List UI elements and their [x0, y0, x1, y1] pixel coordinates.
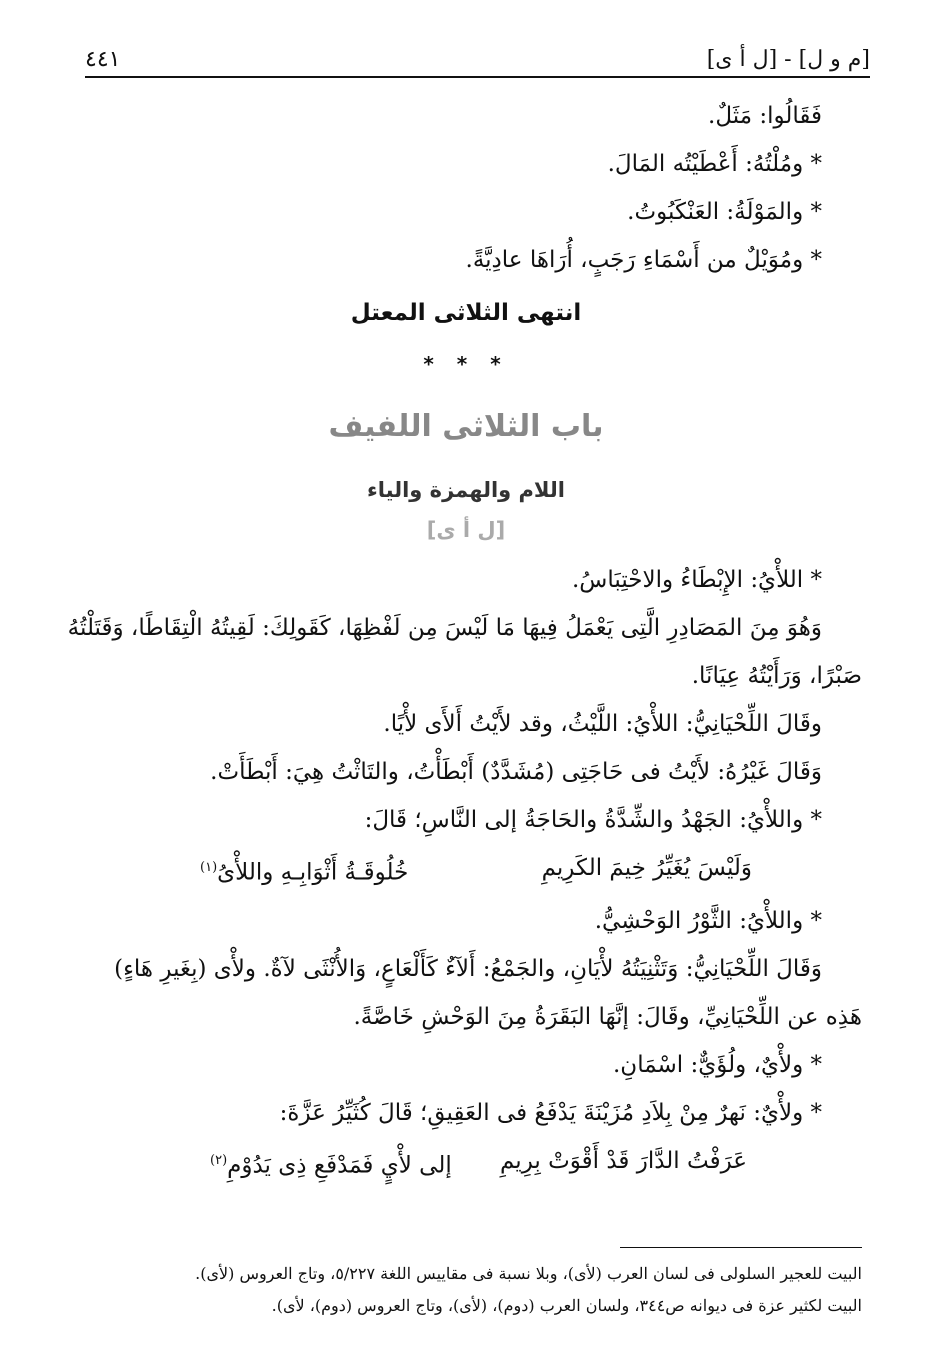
- running-title: [م و ل] - [ل أ ى]: [706, 47, 870, 72]
- entry-line: * ومُلْتُهُ: أَعْطَيْتُه المَالَ.: [607, 151, 822, 177]
- entry-line: * واللأْيُ: الجَهْدُ والشِّدَّةُ والحَاجَةُ إلى النَّاسِ؛ قَالَ:: [364, 807, 822, 833]
- footnotes: [80, 1258, 862, 1322]
- page-body: [67, 92, 862, 1189]
- text-line: فَقَالُوا: مَثَلٌ.: [708, 103, 822, 129]
- paragraph-line: وَقَالَ اللِّحْيَانِيُّ: وَتَثْنِيَتُهُ لأْيَانِ، والجَمْعُ: أَلآءٌ كَأَلْعَاعٍ، وَالأُنْثَى لآةٌ. ولأْى (بِغَيرِ هَاءٍ): [114, 955, 822, 982]
- verse-line: [70, 1137, 862, 1190]
- entry-line: * ولأْيٌ، ولُؤَيٌّ: اسْمَانِ.: [613, 1051, 822, 1078]
- root-heading: [ل أ ى]: [426, 518, 506, 542]
- footnote-marker: (٢): [210, 1152, 228, 1168]
- footnote-2: البيت لكثير عزة فى ديوانه ص٣٤٤، ولسان العرب (دوم)، (لأى)، وتاج العروس (دوم)، لأى).: [271, 1296, 862, 1315]
- separator-stars: * * *: [423, 352, 509, 376]
- page-header: [85, 40, 870, 78]
- verse-hemistich-second: [210, 1137, 452, 1190]
- paragraph-line: صَبْرًا، وَرَأَيْتُهُ عِيَانًا.: [691, 663, 862, 689]
- footnote-divider: [620, 1247, 862, 1248]
- entry-line: * واللأْيُ: الثَّوْرُ الوَحْشِيُّ.: [594, 907, 822, 934]
- entry-line: * ومُوَيْلٌ من أَسْمَاءِ رَجَبٍ، أُرَاهَا عادِيَّةً.: [465, 247, 822, 273]
- verse-hemistich-second: [200, 844, 408, 897]
- verse-hemistich-text: خُلُوقَـةُ أَثْوَابِـهِ واللأْىُ: [217, 859, 409, 886]
- section-heading: اللام والهمزة والياء: [367, 478, 565, 502]
- paragraph-line: وقَالَ اللِّحْيَانِيُّ: اللأْيُ: اللَّيْثُ، وقد لأَيْتُ أَلأَى لأْيًا.: [383, 711, 822, 737]
- entry-line: * والمَوْلَةُ: العَنْكَبُوتُ.: [627, 199, 822, 225]
- entry-line: * ولأْيٌ: نَهرٌ مِنْ بِلاَدِ مُزَيْنَةَ يَدْفَعُ فى العَقِيقِ؛ قَالَ كُثَيِّرُ عَزَّةَ:: [279, 1099, 822, 1126]
- verse-hemistich-first: عَرَفْتُ الدَّارَ قَدْ أَقْوَتْ بِرِيمِ: [500, 1147, 747, 1174]
- paragraph-line: وَقَالَ غَيْرُهُ: لأَيْتُ فى حَاجَتِى (مُشَدَّدٌ) أَبْطَأْتُ، والتَاثْتُ هِيَ: أَبْطَأَتْ.: [210, 759, 822, 785]
- page-number: ٤٤١: [85, 47, 121, 72]
- footnote-1: البيت للعجير السلولى فى لسان العرب (لأى)، وبلا نسبة فى مقاييس اللغة ٥/٢٢٧، وتاج العروس (لأى).: [195, 1264, 862, 1283]
- verse-hemistich-first: وَلَيْسَ يُغَيِّرُ خِيمَ الكَرِيمِ: [541, 855, 752, 881]
- verse-line: [70, 844, 862, 897]
- verse-hemistich-text: إلى لأْيٍ فَمَدْفَعِ ذِى يَدُوْمِ: [227, 1152, 452, 1179]
- section-end-heading: انتهى الثلاثى المعتل: [350, 300, 582, 326]
- paragraph-line: هَذِه عن اللِّحْيَانِيِّ، وقَالَ: إنَّهَا البَقَرَةُ مِنَ الوَحْشِ خَاصَّةً.: [353, 1003, 862, 1030]
- footnote-marker: (١): [200, 860, 218, 875]
- entry-line: * اللأْيُ: الإِبْطَاءُ والاحْتِبَاسُ.: [571, 567, 822, 593]
- paragraph-line: وَهُوَ مِنَ المَصَادِرِ الَّتِى يَعْمَلُ فِيهَا مَا لَيْسَ مِن لَفْظِهَا، كَقَولِكَ: لَقِيتُهُ الْتِقَاطًا، وَقَتَلْتُهُ: [67, 615, 822, 641]
- chapter-heading: باب الثلاثى اللفيف: [328, 409, 604, 444]
